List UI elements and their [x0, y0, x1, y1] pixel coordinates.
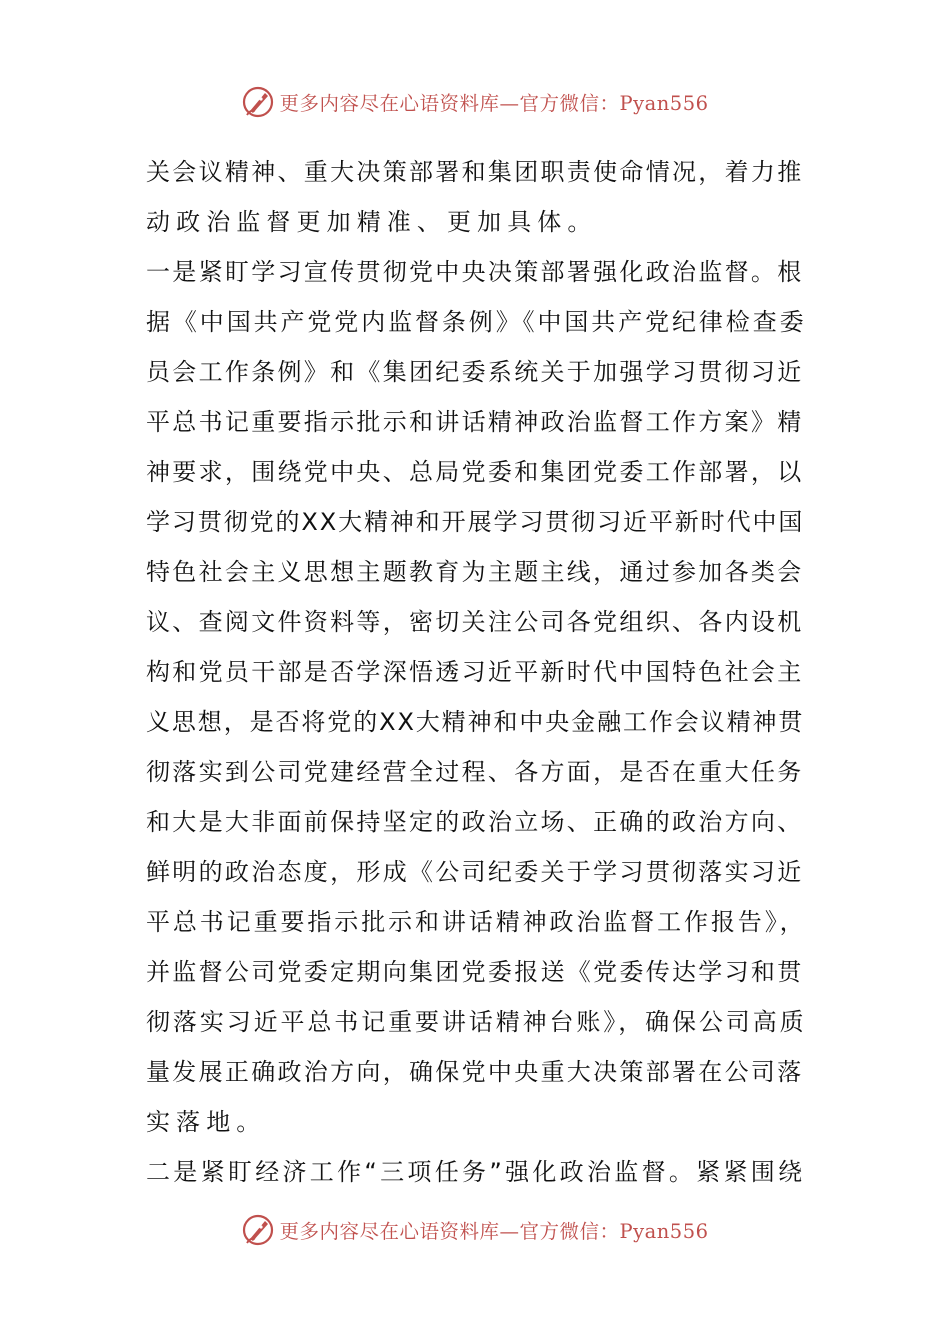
body-text-line: 并监督公司党委定期向集团党委报送《党委传达学习和贯 [146, 958, 804, 986]
body-text-line: 彻落实习近平总书记重要讲话精神台账》，确保公司高质 [146, 1008, 807, 1036]
body-text-line: 关会议精神、重大决策部署和集团职责使命情况，着力推 [146, 158, 804, 186]
body-text-line: 彻落实到公司党建经营全过程、各方面，是否在重大任务 [146, 758, 804, 786]
body-text-line: 构和党员干部是否学深悟透习近平新时代中国特色社会主 [146, 658, 804, 686]
body-text-line: 平总书记重要指示批示和讲话精神政治监督工作报告》， [146, 908, 807, 936]
body-text-line: 据《中国共产党党内监督条例》《中国共产党纪律检查委 [146, 308, 807, 336]
footer-banner [0, 1208, 950, 1252]
body-text-line: 员会工作条例》和《集团纪委系统关于加强学习贯彻习近 [146, 358, 804, 386]
body-text-line: 动政治监督更加精准、更加具体。 [146, 208, 598, 236]
pen-circle-logo-icon [241, 85, 275, 119]
body-text-line: 学习贯彻党的XX大精神和开展学习贯彻习近平新时代中国 [146, 508, 805, 536]
body-text-line: 义思想，是否将党的XX大精神和中央金融工作会议精神贯 [146, 708, 805, 736]
body-text-line: 鲜明的政治态度，形成《公司纪委关于学习贯彻落实习近 [146, 858, 804, 886]
document-body [146, 147, 806, 1197]
body-text-line: 特色社会主义思想主题教育为主题主线，通过参加各类会 [146, 558, 804, 586]
body-text-line: 和大是大非面前保持坚定的政治立场、正确的政治方向、 [146, 808, 804, 836]
body-text-line: 二是紧盯经济工作“三项任务”强化政治监督。紧紧围绕 [146, 1158, 806, 1186]
body-text-line: 一是紧盯学习宣传贯彻党中央决策部署强化政治监督。根 [146, 258, 804, 286]
body-text-line: 量发展正确政治方向，确保党中央重大决策部署在公司落 [146, 1058, 804, 1086]
body-text-line: 平总书记重要指示批示和讲话精神政治监督工作方案》精 [146, 408, 804, 436]
footer-banner-text: 更多内容尽在心语资料库—官方微信：Pyan556 [279, 1220, 709, 1243]
body-text-line: 实落地。 [146, 1108, 267, 1136]
header-banner [0, 80, 950, 124]
body-text-line: 议、查阅文件资料等，密切关注公司各党组织、各内设机 [146, 608, 804, 636]
body-text-line: 神要求，围绕党中央、总局党委和集团党委工作部署，以 [146, 458, 804, 486]
pen-circle-logo-icon [241, 1213, 275, 1247]
header-banner-text: 更多内容尽在心语资料库—官方微信：Pyan556 [279, 92, 709, 115]
